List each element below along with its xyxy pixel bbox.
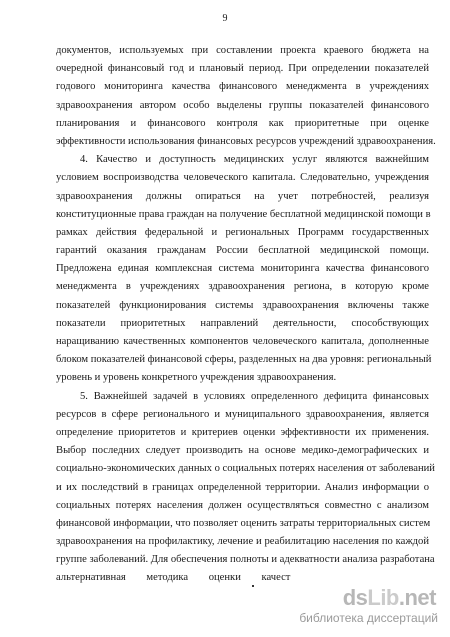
text-line: показатели приоритетных направлений деятельности, способствующих bbox=[56, 317, 429, 329]
logo-part-ds: ds bbox=[342, 585, 368, 610]
text-line: условием воспроизводства человеческого капитала. Следовательно, учреждения bbox=[56, 172, 429, 184]
text-line: здравоохранения на профилактику, лечение и реабилитацию населения по каждой bbox=[56, 536, 429, 548]
text-line: наращиванию качественных компонентов человеческого капитала, дополненные bbox=[56, 336, 429, 347]
text-line: и их последствий в границах определенной территории. Анализ информации о bbox=[56, 481, 429, 493]
text-line: здравоохранения должны опираться на учет потребностей, реализуя bbox=[56, 190, 429, 202]
document-body bbox=[56, 42, 436, 588]
text-line: 4. Качество и доступность медицинских услуг являются важнейшим bbox=[80, 154, 429, 166]
text-line: годового мониторинга качества финансового менеджмента в учреждениях bbox=[56, 81, 429, 93]
stray-mark bbox=[252, 585, 254, 587]
text-line: социально-экономических данных о социальных потерях населения от заболеваний bbox=[56, 463, 435, 475]
text-line: документов, используемых при составлении проекта краевого бюджета на bbox=[56, 45, 429, 56]
text-line: определение приоритетов и критериев оценки эффективности их применения. bbox=[56, 426, 429, 438]
text-line: конституционные права граждан на получение бесплатной медицинской помощи в bbox=[56, 208, 431, 220]
dslib-watermark bbox=[290, 583, 440, 631]
text-line: очередной финансовый год и плановый период. При определении показателей bbox=[56, 63, 429, 75]
text-line: уровень и уровень конкретного учреждения здравоохранения. bbox=[56, 372, 337, 384]
text-line: социальных потерях населения должен осуществляться совместно с анализом bbox=[56, 499, 429, 511]
text-line: Выбор последних следует производить на основе медико-демографических и bbox=[56, 445, 429, 457]
logo-part-lib: Lib bbox=[367, 585, 399, 610]
page-number: 9 bbox=[222, 13, 228, 24]
text-line: здравоохранения автором особо выделены группы показателей финансового bbox=[56, 99, 429, 111]
text-line: Предложена единая комплексная система мониторинга качества финансового bbox=[56, 263, 429, 275]
text-line: гарантий оказания гражданам России бесплатной медицинской помощи. bbox=[56, 245, 429, 257]
watermark-subtitle: библиотека диссертаций bbox=[299, 611, 438, 625]
text-line: менеджмента в учреждениях здравоохранения региона, в которую кроме bbox=[56, 281, 429, 293]
text-line: блоком показателей финансовой сферы, разделенных на два уровня: региональный bbox=[56, 354, 432, 366]
text-line: альтернативная методика оценки качест bbox=[56, 572, 291, 584]
text-line: финансовой информации, что позволяет оценить затраты территориальных систем bbox=[56, 517, 431, 529]
text-line: планирования и финансового контроля как приоритетные при оценке bbox=[56, 117, 429, 129]
dslib-logo bbox=[343, 585, 436, 611]
text-line: эффективности использования финансовых ресурсов учреждений здравоохранения. bbox=[56, 135, 436, 147]
text-line: показателей функционирования системы здравоохранения включены также bbox=[56, 299, 429, 311]
text-line: 5. Важнейшей задачей в условиях определенного дефицита финансовых bbox=[80, 390, 429, 402]
text-line: рамках действия федеральной и региональных Программ государственных bbox=[56, 226, 429, 238]
text-line: ресурсов в сфере регионального и муниципального здравоохранения, является bbox=[56, 408, 429, 420]
logo-part-net: .net bbox=[398, 585, 436, 610]
text-line: группе заболеваний. Для обеспечения полноты и адекватности анализа разработана bbox=[56, 554, 435, 566]
